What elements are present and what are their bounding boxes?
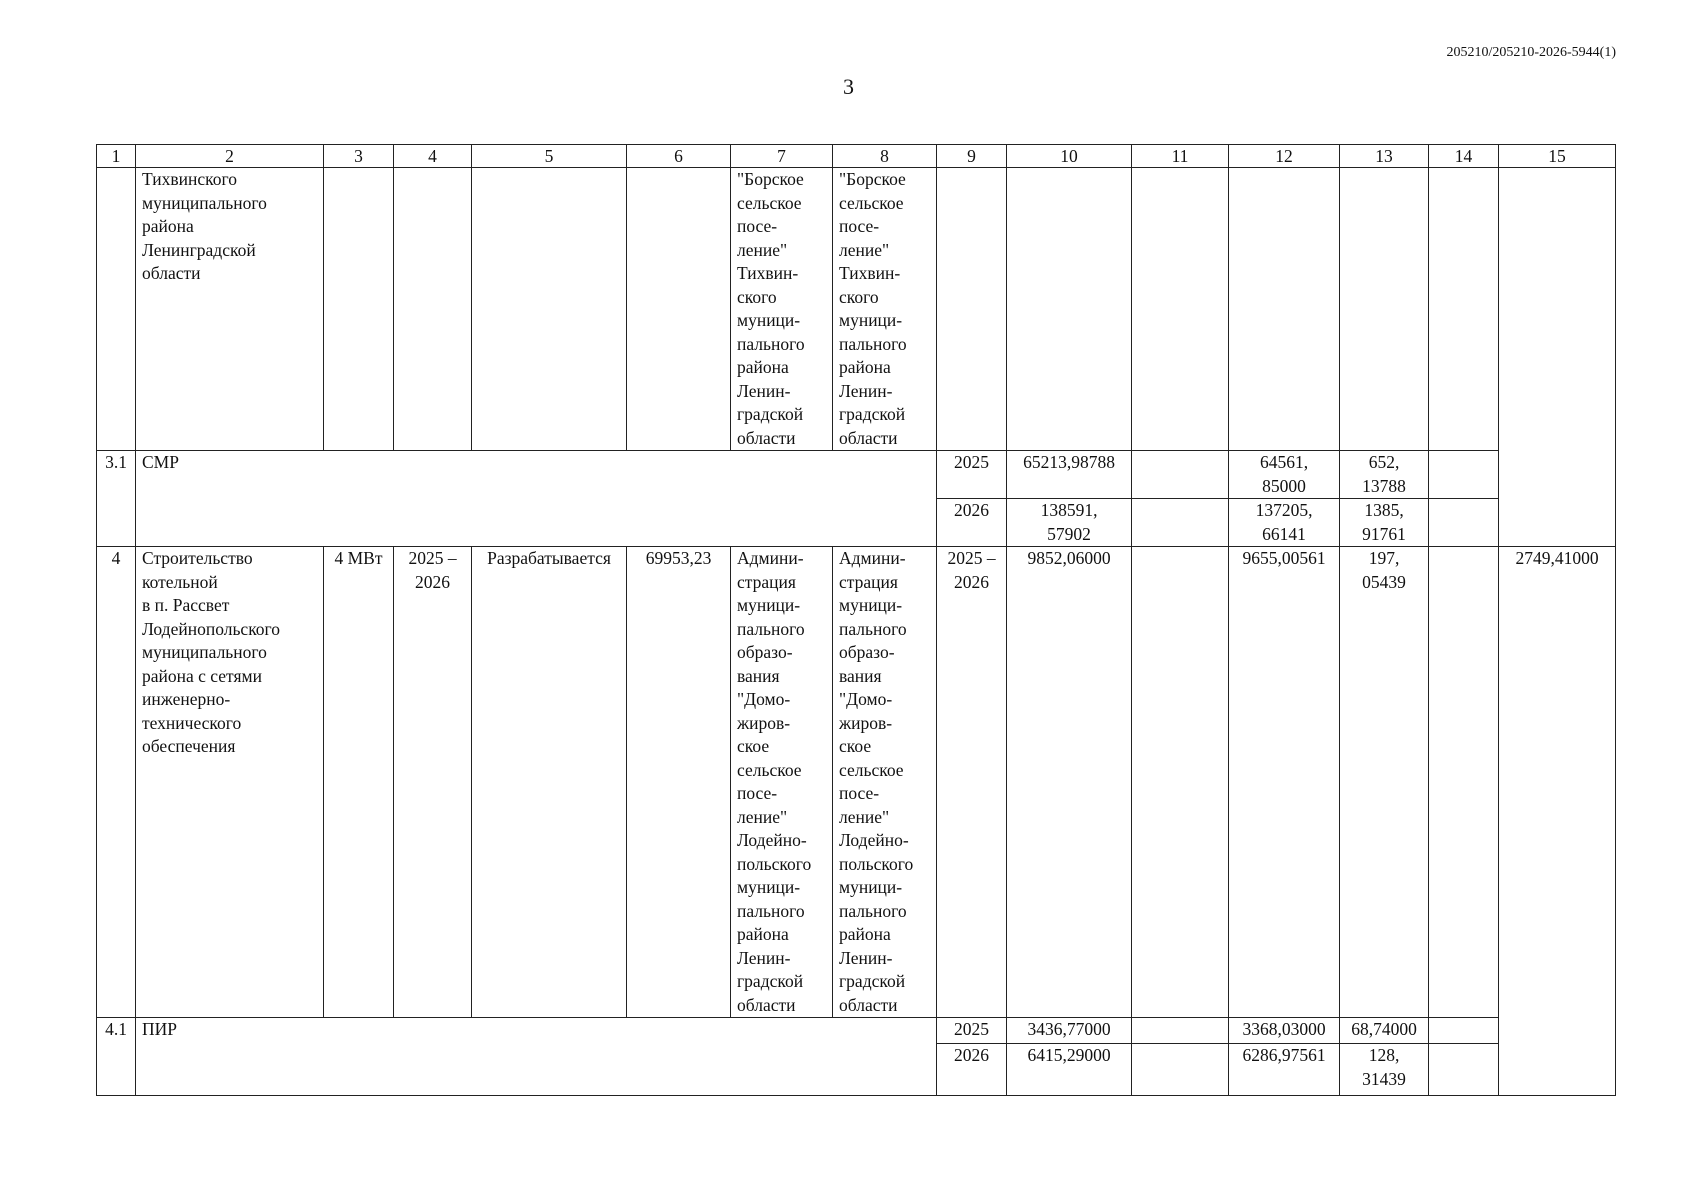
column-number-row [97, 145, 1616, 168]
row-number: 4.1 [97, 1018, 136, 1096]
table-cell [1429, 451, 1499, 499]
year-cell: 2026 [937, 1044, 1007, 1096]
developer-cell: Админи- страция муници- пального образо- вания "Домо- жиров- ское сельское посе- ление" Лодейно- польского муници- пального района Ленин- градской области [833, 547, 937, 1018]
table-cell [1340, 168, 1429, 451]
work-type: ПИР [136, 1018, 937, 1096]
column-header: 14 [1429, 145, 1499, 168]
year-cell: 2025 – 2026 [937, 547, 1007, 1018]
amount-cell: 6286,97561 [1229, 1044, 1340, 1096]
column-header: 1 [97, 145, 136, 168]
table-cell [1132, 499, 1229, 547]
column-header: 4 [394, 145, 472, 168]
total-cell: 65213,98788 [1007, 451, 1132, 499]
table-cell [1229, 168, 1340, 451]
column-header: 9 [937, 145, 1007, 168]
amount-cell: 9655,00561 [1229, 547, 1340, 1018]
work-type: СМР [136, 451, 937, 547]
total-cell: 6415,29000 [1007, 1044, 1132, 1096]
period-cell: 2025 – 2026 [394, 547, 472, 1018]
year-cell: 2025 [937, 1018, 1007, 1044]
table-cell [1132, 1044, 1229, 1096]
total-cell: 3436,77000 [1007, 1018, 1132, 1044]
table-cell [1132, 451, 1229, 499]
table-cell [472, 168, 627, 451]
amount-cell: 68,74000 [1340, 1018, 1429, 1044]
amount-cell: 1385, 91761 [1340, 499, 1429, 547]
table-cell [1429, 499, 1499, 547]
object-name-cell: Тихвинского муниципального района Ленинградской области [136, 168, 324, 451]
column-header: 10 [1007, 145, 1132, 168]
table-cell [1429, 547, 1499, 1018]
table-cell [627, 168, 731, 451]
column-header: 15 [1499, 145, 1616, 168]
amount-cell: 2749,41000 [1499, 547, 1616, 1096]
table-cell [1499, 168, 1616, 547]
object-name-cell: Строительство котельной в п. Рассвет Лодейнопольского муниципального района с сетями инженерно- технического обеспечения [136, 547, 324, 1018]
column-header: 2 [136, 145, 324, 168]
page-number: 3 [843, 74, 854, 99]
table-row [97, 547, 1616, 1018]
customer-cell: Админи- страция муници- пального образо- вания "Домо- жиров- ское сельское посе- ление" Лодейно- польского муници- пального района Ленин- градской области [731, 547, 833, 1018]
table-cell [1007, 168, 1132, 451]
amount-cell: 128, 31439 [1340, 1044, 1429, 1096]
status-cell: Разрабатывается [472, 547, 627, 1018]
table-row [97, 1018, 1616, 1044]
year-cell: 2025 [937, 451, 1007, 499]
table-row [97, 168, 1616, 451]
row-number: 3.1 [97, 451, 136, 547]
amount-cell: 652, 13788 [1340, 451, 1429, 499]
table-cell [97, 168, 136, 451]
table-cell [394, 168, 472, 451]
table-cell [1132, 547, 1229, 1018]
table-cell [1429, 1044, 1499, 1096]
column-header: 6 [627, 145, 731, 168]
column-header: 5 [472, 145, 627, 168]
amount-cell: 64561, 85000 [1229, 451, 1340, 499]
table-row [97, 451, 1616, 499]
table-cell [937, 168, 1007, 451]
column-header: 11 [1132, 145, 1229, 168]
column-header: 8 [833, 145, 937, 168]
column-header: 12 [1229, 145, 1340, 168]
table-cell [1132, 1018, 1229, 1044]
year-cell: 2026 [937, 499, 1007, 547]
cost-cell: 69953,23 [627, 547, 731, 1018]
document-id: 205210/205210-2026-5944(1) [1446, 45, 1616, 60]
table-cell [1132, 168, 1229, 451]
row-number: 4 [97, 547, 136, 1018]
capacity-cell: 4 МВт [324, 547, 394, 1018]
table-cell [1429, 1018, 1499, 1044]
developer-cell: "Борское сельское посе- ление" Тихвин- ского муници- пального района Ленин- градской области [833, 168, 937, 451]
amount-cell: 137205, 66141 [1229, 499, 1340, 547]
investment-table [96, 144, 1616, 1096]
customer-cell: "Борское сельское посе- ление" Тихвин- ского муници- пального района Ленин- градской области [731, 168, 833, 451]
column-header: 7 [731, 145, 833, 168]
column-header: 3 [324, 145, 394, 168]
table-cell [1429, 168, 1499, 451]
table-cell [324, 168, 394, 451]
total-cell: 138591, 57902 [1007, 499, 1132, 547]
total-cell: 9852,06000 [1007, 547, 1132, 1018]
column-header: 13 [1340, 145, 1429, 168]
amount-cell: 197, 05439 [1340, 547, 1429, 1018]
amount-cell: 3368,03000 [1229, 1018, 1340, 1044]
